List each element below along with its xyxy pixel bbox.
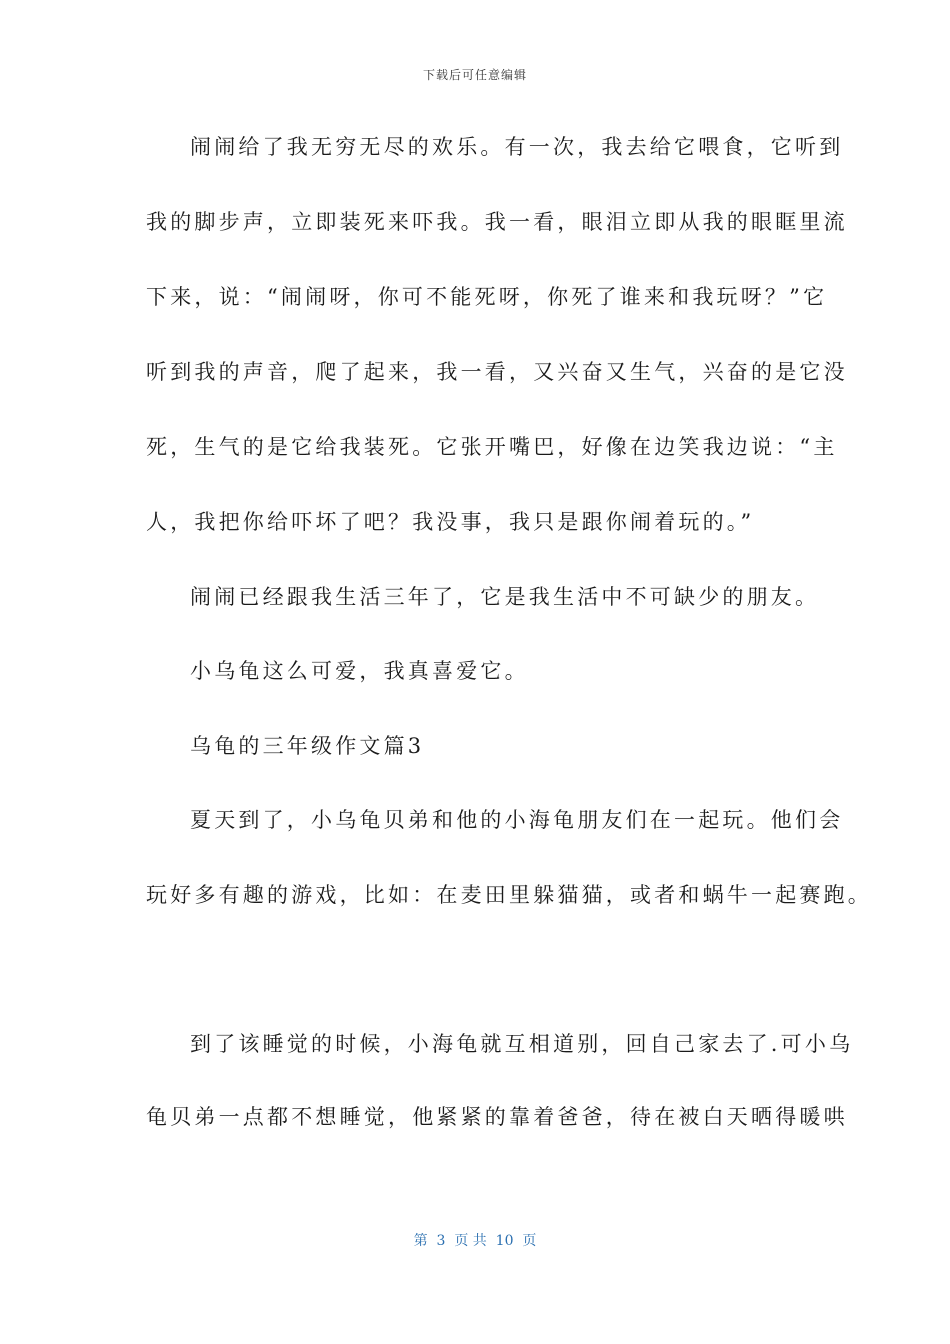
paragraph-line: 下来，说：“闹闹呀，你可不能死呀，你死了谁来和我玩呀？”它 bbox=[146, 285, 828, 309]
paragraph-line: 玩好多有趣的游戏，比如：在麦田里躲猫猫，或者和蜗牛一起赛跑。 bbox=[146, 883, 872, 907]
page-footer: 第 3 页 共 10 页 bbox=[413, 1233, 537, 1249]
paragraph-line: 闹闹已经跟我生活三年了，它是我生活中不可缺少的朋友。 bbox=[190, 585, 820, 609]
section-heading: 乌龟的三年级作文篇3 bbox=[190, 734, 425, 758]
paragraph-line: 龟贝弟一点都不想睡觉，他紧紧的靠着爸爸，待在被白天晒得暖哄 bbox=[146, 1105, 848, 1129]
paragraph-line: 夏天到了，小乌龟贝弟和他的小海龟朋友们在一起玩。他们会 bbox=[190, 808, 844, 832]
paragraph-line: 闹闹给了我无穷无尽的欢乐。有一次，我去给它喂食，它听到 bbox=[190, 135, 844, 159]
page-header: 下载后可任意编辑 bbox=[422, 68, 527, 82]
paragraph-line: 我的脚步声，立即装死来吓我。我一看，眼泪立即从我的眼眶里流 bbox=[146, 210, 848, 234]
paragraph-line: 到了该睡觉的时候，小海龟就互相道别，回自己家去了.可小乌 bbox=[190, 1032, 854, 1056]
paragraph-line: 听到我的声音，爬了起来，我一看，又兴奋又生气，兴奋的是它没 bbox=[146, 360, 848, 384]
paragraph-line: 死，生气的是它给我装死。它张开嘴巴，好像在边笑我边说：“主 bbox=[146, 435, 838, 459]
paragraph-line: 小乌龟这么可爱，我真喜爱它。 bbox=[190, 659, 529, 683]
paragraph-line: 人，我把你给吓坏了吧？我没事，我只是跟你闹着玩的。” bbox=[146, 510, 755, 534]
